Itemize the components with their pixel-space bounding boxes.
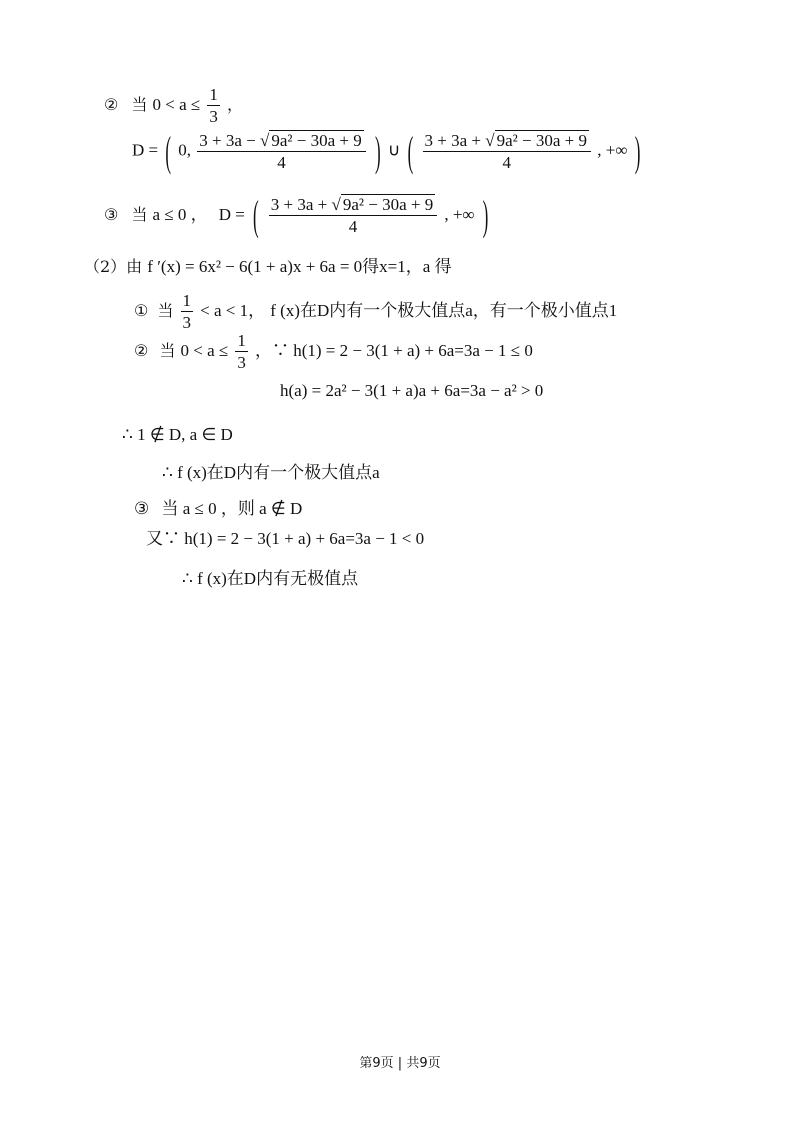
p2c1-frac-num: 1 bbox=[182, 291, 192, 310]
case3-D-label: D = bbox=[218, 205, 245, 224]
also-because-line: 又∵ h(1) = 2 − 3(1 + a) + 6a=3a − 1 < 0 bbox=[146, 529, 425, 548]
case3b-text: 当 a ≤ 0 ，则 a ∉ D bbox=[161, 499, 303, 518]
p2c2-ha-line: h(a) = 2a² − 3(1 + a)a + 6a=3a − a² > 0 bbox=[280, 381, 544, 400]
case3-frac-num: 3 + 3a + √ 9a² − 30a + 9 bbox=[269, 196, 437, 216]
D-interval-line bbox=[132, 127, 643, 176]
therefore-3: ∴ f (x)在D内有无极值点 bbox=[182, 569, 359, 588]
p2c2-fraction bbox=[235, 332, 248, 371]
D-fraction-1 bbox=[197, 132, 365, 171]
case3-paren-open: ( bbox=[253, 191, 259, 240]
page-footer: 第9页 | 共9页 bbox=[359, 1056, 441, 1071]
p2c2-because: ，∵ h(1) = 2 − 3(1 + a) + 6a=3a − 1 ≤ 0 bbox=[254, 341, 533, 360]
p2c1-frac-den: 3 bbox=[182, 313, 192, 332]
D-frac1-sqrt: 9a² − 30a + 9 bbox=[271, 131, 362, 150]
D-label: D = bbox=[132, 140, 159, 160]
paren-open-1: ( bbox=[165, 127, 172, 176]
D-right-tail: , +∞ bbox=[597, 140, 628, 160]
D-union: ∪ bbox=[387, 140, 401, 160]
case3-frac-den: 4 bbox=[348, 217, 358, 236]
p2-case1-line bbox=[134, 292, 617, 331]
case2-cond: 0 < a ≤ bbox=[152, 95, 201, 114]
case3b-marker: ③ bbox=[134, 499, 150, 518]
case3-cond: a ≤ 0 ， bbox=[152, 205, 208, 224]
therefore-2: ∴ f (x)在D内有一个极大值点a bbox=[162, 463, 380, 482]
p2c1-cond-text: 当 bbox=[157, 301, 174, 320]
case2-cond-text: 当 bbox=[131, 95, 148, 114]
part2-intro: （2）由 bbox=[84, 257, 143, 276]
p2c2-cond: 0 < a ≤ bbox=[180, 341, 229, 360]
case3-fraction bbox=[269, 196, 437, 235]
paren-close-1: ) bbox=[375, 127, 381, 176]
part2-eq: f ′(x) = 6x² − 6(1 + a)x + 6a = 0得x=1，a 得 bbox=[147, 257, 452, 276]
case3-paren-close: ) bbox=[482, 191, 489, 240]
p2c2-frac-num: 1 bbox=[237, 331, 246, 350]
p2-case2-line bbox=[134, 332, 533, 371]
paren-close-2: ) bbox=[634, 127, 641, 176]
case3-marker: ③ bbox=[104, 205, 119, 224]
D-frac1-den: 4 bbox=[277, 153, 286, 172]
D-fraction-2 bbox=[423, 132, 591, 171]
D-frac1-num-pre: 3 + 3a − bbox=[199, 131, 261, 150]
case2-frac-den: 3 bbox=[209, 107, 218, 126]
D-frac2-num: 3 + 3a + √ 9a² − 30a + 9 bbox=[423, 132, 591, 152]
D-frac2-sqrt: 9a² − 30a + 9 bbox=[496, 131, 587, 150]
case2-frac-num: 1 bbox=[209, 85, 218, 104]
case2-comma: ， bbox=[226, 95, 243, 114]
case3-cond-text: 当 bbox=[131, 205, 148, 224]
D-left-open: 0, bbox=[178, 140, 192, 160]
p2c2-cond-text: 当 bbox=[159, 341, 176, 360]
D-frac2-den: 4 bbox=[502, 153, 512, 172]
case2-marker: ② bbox=[104, 95, 119, 114]
case2-line bbox=[104, 86, 243, 125]
case3-frac-num-pre: 3 + 3a + bbox=[270, 195, 332, 214]
p2c1-fraction bbox=[181, 292, 194, 331]
D-frac1-num: 3 + 3a − √ 9a² − 30a + 9 bbox=[197, 132, 365, 152]
p2c2-frac-den: 3 bbox=[237, 353, 246, 372]
therefore-1: ∴ 1 ∉ D, a ∈ D bbox=[122, 425, 233, 444]
D-frac2-num-pre: 3 + 3a + bbox=[424, 131, 486, 150]
case3b-line bbox=[134, 500, 302, 517]
part2-line bbox=[84, 258, 452, 275]
case3-sqrt: 9a² − 30a + 9 bbox=[342, 195, 434, 214]
case3-line bbox=[104, 191, 491, 240]
p2c2-marker: ② bbox=[134, 341, 149, 360]
case2-fraction bbox=[207, 86, 220, 125]
paren-open-2: ( bbox=[407, 127, 414, 176]
case3-tail: , +∞ bbox=[444, 205, 475, 224]
p2c1-cond-tail: < a < 1， bbox=[200, 301, 266, 320]
p2c1-marker: ① bbox=[134, 301, 149, 320]
p2c1-result: f (x)在D内有一个极大值点a，有一个极小值点1 bbox=[270, 301, 618, 320]
